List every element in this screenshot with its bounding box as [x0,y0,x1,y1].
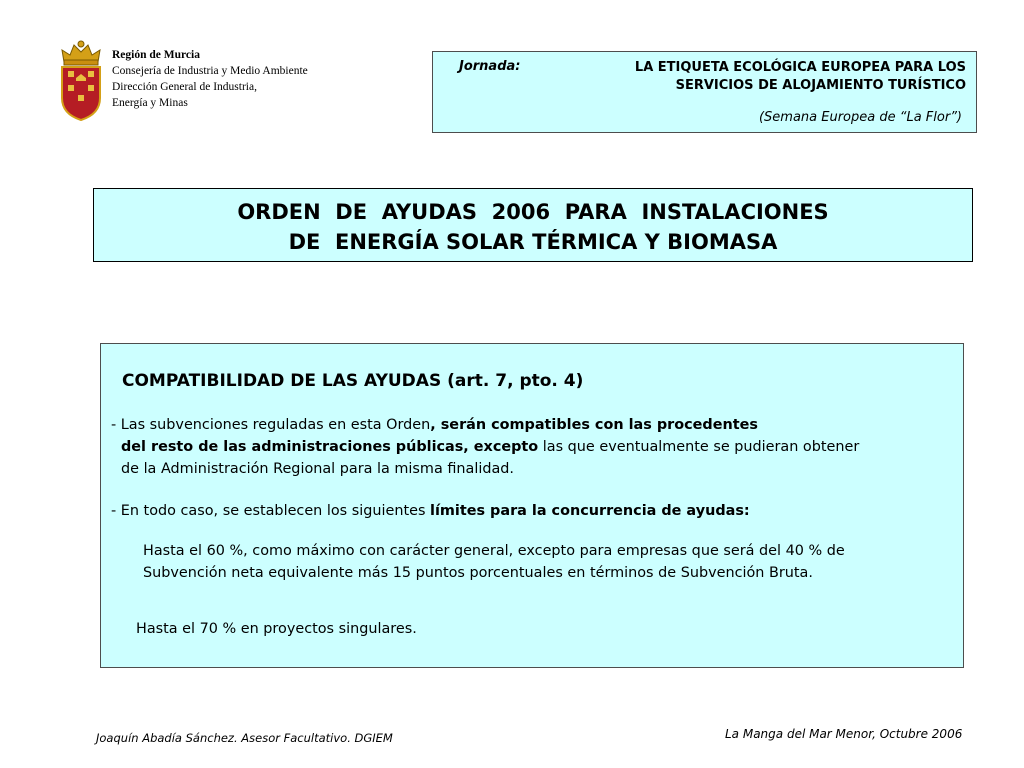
text: - En todo caso, se establecen los siguientes [111,503,431,519]
jornada-title [546,59,966,95]
jornada-subtitle: (Semana Europea de “La Flor”) [758,110,962,125]
jornada-label: Jornada: [459,59,521,74]
limit-line: Subvención neta equivalente más 15 puntos porcentuales en términos de Subvención Bruta. [143,565,813,581]
text-bold: del resto de las administraciones públicas, excepto [121,439,539,455]
text: - Las subvenciones reguladas en esta Orden [111,417,431,433]
coat-of-arms-icon [58,40,104,122]
limit-line: Hasta el 60 %, como máximo con carácter general, excepto para empresas que será del 40 % de [143,543,845,559]
text-bold: , serán compatibles con las procedentes [430,417,758,433]
title-line-2: DE ENERGÍA SOLAR TÉRMICA Y BIOMASA [288,230,778,254]
page-title [93,188,973,262]
jornada-title-line: SERVICIOS DE ALOJAMIENTO TURÍSTICO [675,78,966,93]
text: de la Administración Regional para la misma finalidad. [121,461,514,477]
limit-singular: Hasta el 70 % en proyectos singulares. [136,621,417,637]
org-line: Consejería de Industria y Medio Ambiente [112,65,308,77]
jornada-box [432,51,977,133]
footer-author: Joaquín Abadía Sánchez. Asesor Facultativo. DGIEM [96,731,393,745]
org-line: Dirección General de Industria, [112,81,257,93]
jornada-title-line: LA ETIQUETA ECOLÓGICA EUROPEA PARA LOS [634,60,966,75]
section-heading: COMPATIBILIDAD DE LAS AYUDAS (art. 7, pto. 4) [122,371,584,391]
limit-general [143,540,845,584]
content-box [100,343,964,668]
paragraph-limits [111,500,951,522]
title-line-1: ORDEN DE AYUDAS 2006 PARA INSTALACIONES [237,200,829,224]
footer-place-date: La Manga del Mar Menor, Octubre 2006 [725,727,963,741]
text-bold: límites para la concurrencia de ayudas: [430,503,750,519]
org-block [112,47,308,111]
text: las que eventualmente se pudieran obtener [538,439,860,455]
org-line: Energía y Minas [112,97,188,109]
paragraph-compatibility [111,414,951,480]
org-name: Región de Murcia [112,49,200,61]
